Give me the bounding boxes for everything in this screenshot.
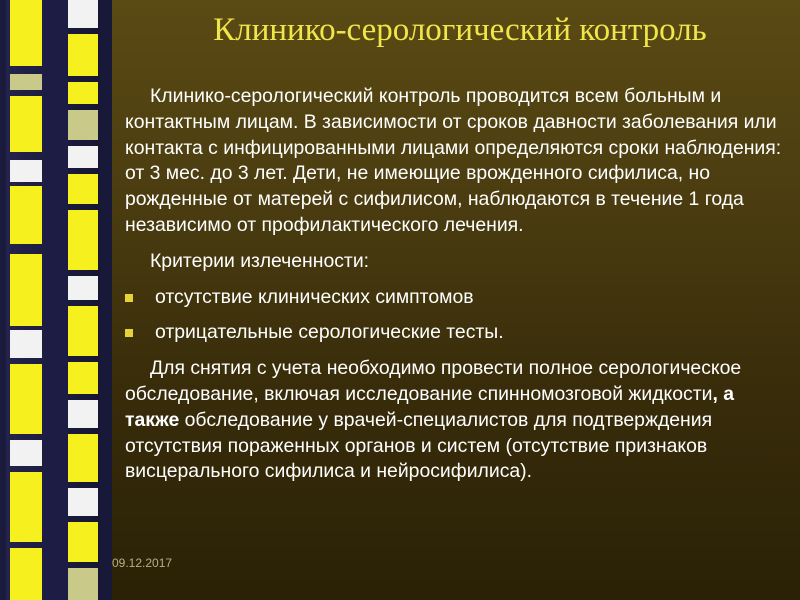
criteria-item-text: отсутствие клинических симптомов — [155, 285, 474, 308]
slide-title: Клинико-серологический контроль — [213, 12, 707, 48]
paragraph-deregistration — [125, 356, 790, 485]
criteria-heading: Критерии излеченности: — [150, 249, 370, 272]
bullet-square-icon — [125, 329, 133, 337]
slide-date: 09.12.2017 — [112, 556, 173, 570]
bullet-square-icon — [125, 294, 133, 302]
paragraph-deregistration-part2: обследование у врачей-специалистов для подтверждения отсутствия пораженных органов и систем (отсутствие признаков висцерального сифилиса и нейросифилиса). — [125, 408, 713, 483]
criteria-item-text: отрицательные серологические тесты. — [155, 321, 504, 344]
criteria-item — [125, 285, 790, 311]
paragraph-intro: Клинико-серологический контроль проводится всем больным и контактным лицам. В зависимости от сроков давности заболевания или контакта с инфицированными лицами определяются сроки наблюдения: от 3 мес. до 3 лет. Дети, не имеющие врожденного сифилиса, но рожденные от матерей с сифилисом, наблюдаются в течение 1 года независимо от профилактического лечения. — [125, 85, 782, 236]
decorative-stripe-bar — [0, 0, 112, 600]
slide-content — [125, 84, 790, 485]
paragraph-deregistration-part1: Для снятия с учета необходимо провести полное серологическое обследование, включая исследование спинномозговой жидкости — [125, 357, 742, 405]
paragraph-deregistration-bold: , а также — [125, 382, 734, 431]
criteria-item — [125, 320, 790, 346]
